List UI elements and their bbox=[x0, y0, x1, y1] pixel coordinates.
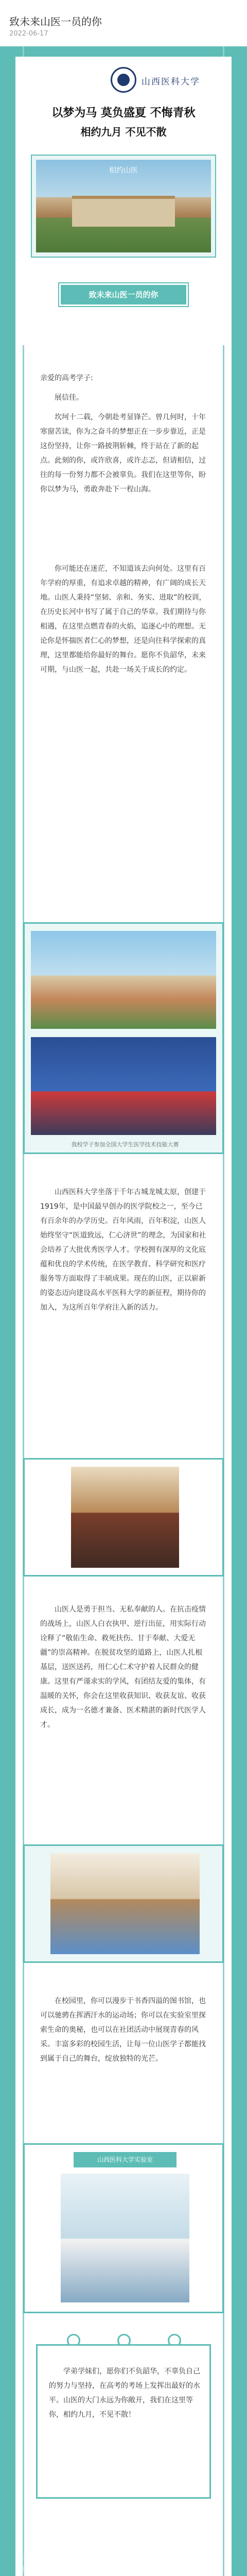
court-photo-card bbox=[23, 1844, 224, 1963]
signature-line-2: 文字 | 校团委宣传部 bbox=[21, 2564, 90, 2573]
article-header bbox=[0, 0, 247, 46]
slogan-line2: 相约九月 不见不散 bbox=[80, 126, 167, 138]
article-title: 致未来山医一员的你 bbox=[9, 15, 102, 28]
signature-block bbox=[21, 2550, 226, 2576]
letter-paragraph-3: 你可能还在迷茫，不知道该去向何处。这里有百年学府的厚重，有追求卓越的精神，有广阔的成长天地。山医人秉持“坚韧、亲和、务实、进取”的校训，在历史长河中书写了属于自己的华章。我们期待与你相遇，在这里点燃青春的火焰，追逐心中的理想。无论你是怀揣医者仁心的梦想，还是向往科学探索的真理，这里都能给你最好的舞台。愿你不负韶华，未来可期，与山医一起，共赴一场关于成长的约定。 bbox=[40, 565, 206, 674]
campus-photo-frame bbox=[31, 155, 216, 258]
group-photo-2 bbox=[31, 1037, 216, 1135]
letter-body bbox=[40, 371, 207, 502]
article-date: 2022-06-17 bbox=[9, 30, 48, 38]
life-body bbox=[40, 1994, 207, 2071]
university-name: 山西医科大学 bbox=[142, 77, 200, 87]
campus-gate-shape bbox=[72, 196, 175, 227]
campus-photo bbox=[36, 160, 211, 252]
group-photo-caption: 我校学子参加全国大学生医学技术技能大赛 bbox=[71, 1141, 179, 1148]
campus-photo-caption: 相约山医 bbox=[109, 166, 138, 175]
spirit-body bbox=[40, 1602, 207, 1737]
group-photo-1 bbox=[31, 931, 216, 1029]
lab-photo-card bbox=[23, 2143, 224, 2313]
spirit-paragraph: 山医人是勇于担当、无私奉献的人。在抗击疫情的战场上，山医人白衣执甲、逆行出征，用实际行动诠释了“敬佑生命、救死扶伤、甘于奉献、大爱无疆”的崇高精神。在脱贫攻坚的道路上，山医人扎根基层，送医送药，用仁心仁术守护着人民群众的健康。这里有严谨求实的学风，有团结友爱的集体，有温暖的关怀，你会在这里收获知识、收获友谊、收获成长，成为一名德才兼备、医术精湛的新时代医学人才。 bbox=[40, 1605, 206, 1729]
letter-greeting: 亲爱的高考学子: bbox=[40, 374, 93, 382]
section-tag-text: 致未来山医一员的你 bbox=[89, 290, 158, 299]
banner-section bbox=[15, 57, 232, 345]
slogan-line1: 以梦为马 莫负盛夏 不悔青秋 bbox=[51, 107, 196, 120]
closing-text: 学弟学妹们，愿你们不负韶华，不辜负自己的努力与坚持，在高考的考场上发挥出最好的水平。山医的大门永远为你敞开，我们在这里等你，相约九月，不见不散！ bbox=[49, 2367, 200, 2419]
lab-photo bbox=[61, 2174, 189, 2302]
closing-card bbox=[36, 2344, 211, 2499]
letter-paragraph-2: 坎坷十二载，今朝赴考显锋芒。曾几何时，十年寒窗苦读，你为之奋斗的梦想正在一步步靠近，正是这份坚持，让你一路披荆斩棘，终于站在了新的起点。此刻的你，或许欣喜，或许忐忑，但请相信，过往的每一份努力都不会被辜负。我们在这里等你，盼你以梦为马，勇敢奔赴下一程山海。 bbox=[40, 413, 206, 494]
history-paragraph: 山西医科大学坐落于千年古城龙城太原，创建于1919年，是中国最早创办的医学院校之一，至今已有百余年的办学历史。百年风雨，百年积淀，山医人始终坚守“医道致远，仁心济世”的理念，为国家和社会培养了大批优秀医学人才。学校拥有深厚的文化底蕴和优良的学术传统，在医学教育、科学研究和医疗服务等方面取得了丰硕成果。现在的山医，正以崭新的姿态迈向建设高水平医科大学的新征程，期待你的加入，为这所百年学府注入新的活力。 bbox=[40, 1188, 206, 1312]
photo-card-group bbox=[23, 922, 224, 1154]
lab-tag: 山西医科大学实验室 bbox=[74, 2152, 177, 2167]
section-tag bbox=[59, 283, 188, 306]
hall-photo-card bbox=[23, 1458, 224, 1577]
letter-paragraph-1: 展信佳。 bbox=[55, 394, 83, 402]
history-body bbox=[40, 1185, 207, 1320]
letter-body-2 bbox=[40, 562, 207, 682]
signature-line-1: 山西医科大学本科招生办公室 bbox=[21, 2552, 121, 2561]
court-photo bbox=[50, 1853, 200, 1954]
university-logo-icon bbox=[111, 67, 136, 93]
life-paragraph: 在校园里，你可以漫步于书香四溢的图书馆，也可以驰骋在挥洒汗水的运动场；你可以在实验室里探索生命的奥秘，也可以在社团活动中展现青春的风采。丰富多彩的校园生活，让每一位山医学子都能找到属于自己的舞台，绽放独特的光芒。 bbox=[40, 1997, 206, 2063]
hall-photo bbox=[71, 1467, 179, 1568]
